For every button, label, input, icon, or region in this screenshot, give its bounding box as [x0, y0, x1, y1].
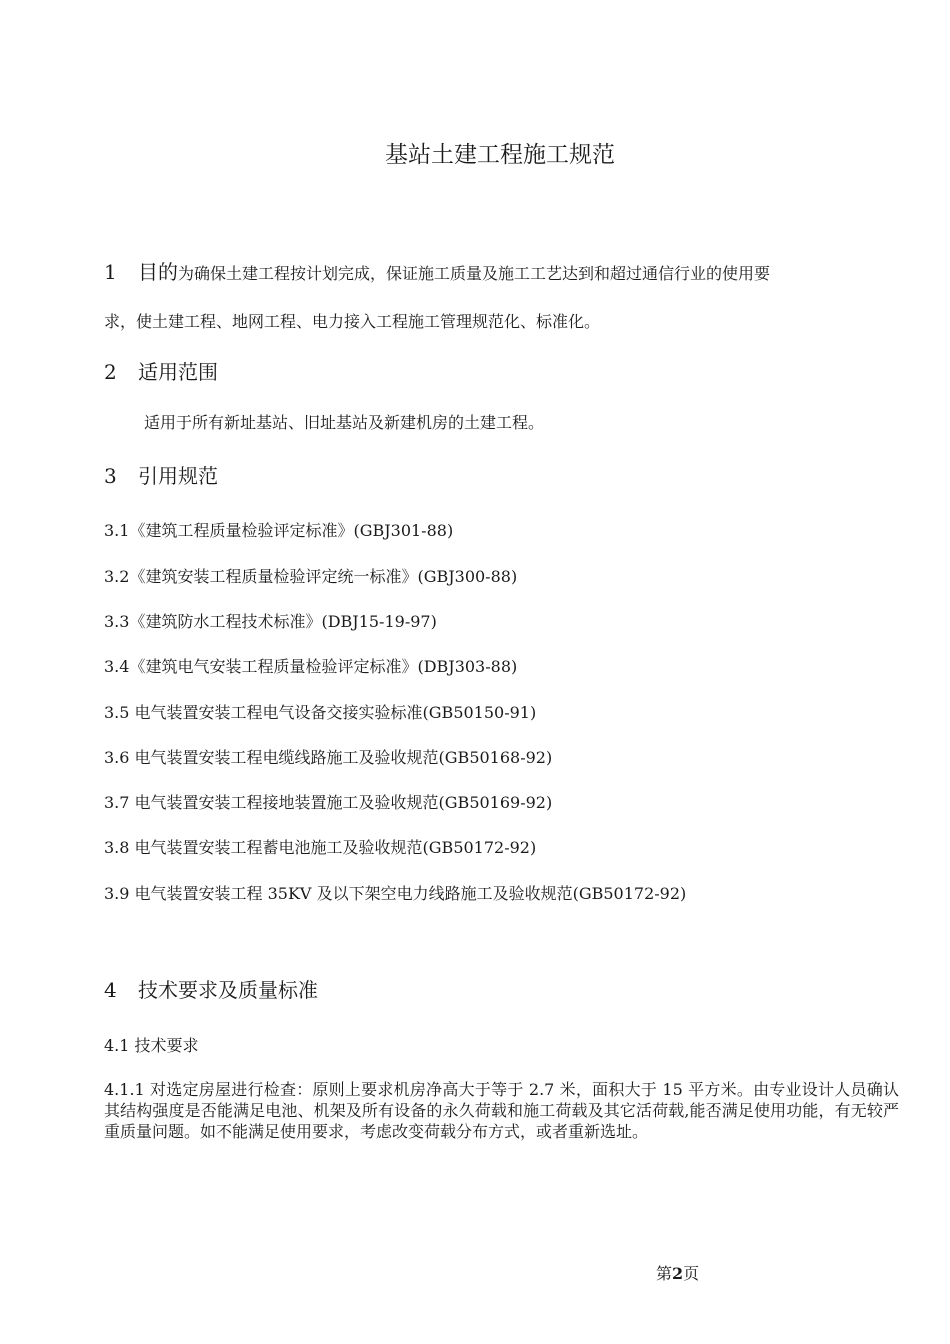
reference-item: 3.6 电气装置安装工程电缆线路施工及验收规范(GB50168-92)	[104, 748, 553, 767]
section-1-body-line-2: 求，使土建工程、地网工程、电力接入工程施工管理规范化、标准化。	[104, 312, 601, 331]
page-suffix: 页	[683, 1264, 700, 1283]
reference-item: 3.4《建筑电气安装工程质量检验评定标准》(DBJ303-88)	[104, 657, 518, 676]
section-3-number: 3	[104, 464, 117, 488]
section-4-heading-row	[104, 974, 318, 1003]
reference-item: 3.7 电气装置安装工程接地装置施工及验收规范(GB50169-92)	[104, 793, 553, 812]
section-4-number: 4	[104, 978, 117, 1002]
section-2-body: 适用于所有新址基站、旧址基站及新建机房的土建工程。	[144, 413, 545, 432]
page-number-footer	[656, 1261, 699, 1284]
section-1-number: 1	[104, 260, 117, 284]
section-1-heading: 目的	[138, 260, 178, 284]
reference-item: 3.1《建筑工程质量检验评定标准》(GBJ301-88)	[104, 521, 454, 540]
document-title: 基站土建工程施工规范	[385, 142, 615, 168]
reference-item: 3.5 电气装置安装工程电气设备交接实验标准(GB50150-91)	[104, 703, 537, 722]
reference-item: 3.9 电气装置安装工程 35KV 及以下架空电力线路施工及验收规范(GB50172-92)	[104, 884, 687, 903]
subsection-heading: 4.1 技术要求	[104, 1036, 199, 1055]
section-1-line-1	[104, 256, 770, 285]
section-2-heading-row	[104, 356, 218, 385]
reference-item: 3.2《建筑安装工程质量检验评定统一标准》(GBJ300-88)	[104, 567, 518, 586]
section-3-heading-row	[104, 460, 218, 489]
section-2-heading: 适用范围	[138, 360, 218, 384]
section-3-heading: 引用规范	[138, 464, 218, 488]
section-2-number: 2	[104, 360, 117, 384]
page-prefix: 第	[656, 1264, 673, 1283]
page-number: 2	[672, 1264, 684, 1283]
reference-item: 3.3《建筑防水工程技术标准》(DBJ15-19-97)	[104, 612, 437, 631]
section-1-body-line-1: 为确保土建工程按计划完成，保证施工质量及施工工艺达到和超过通信行业的使用要	[178, 264, 771, 283]
subsection-paragraph: 4.1.1 对选定房屋进行检查：原则上要求机房净高大于等于 2.7 米，面积大于 15 平方米。由专业设计人员确认其结构强度是否能满足电池、机架及所有设备的永久荷载和施工荷载及其它活荷载,能否满足使用功能，有无较严重质量问题。如不能满足使用要求，考虑改变荷载分布方式，或者重新选址。	[104, 1080, 899, 1141]
section-4-heading: 技术要求及质量标准	[138, 978, 318, 1002]
reference-item: 3.8 电气装置安装工程蓄电池施工及验收规范(GB50172-92)	[104, 838, 537, 857]
